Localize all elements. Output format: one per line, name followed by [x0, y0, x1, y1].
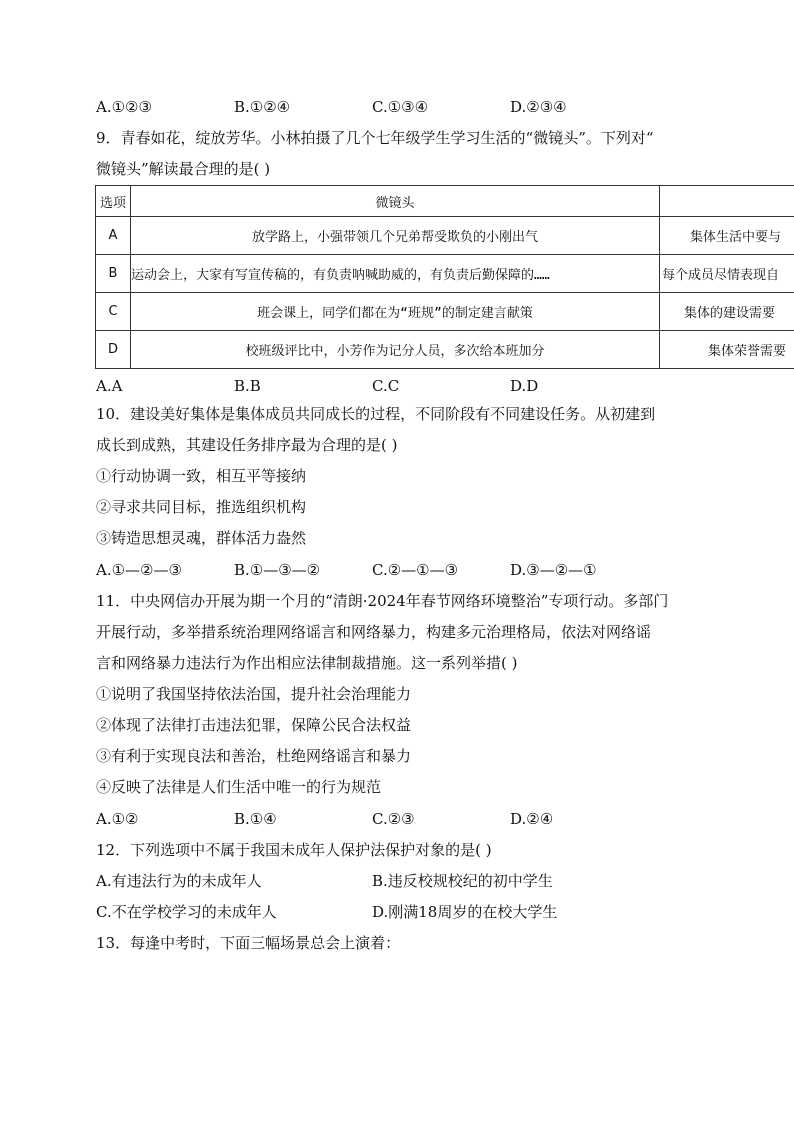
q11-option-b[interactable]: B.①④ — [234, 810, 277, 828]
table-cell-option: D — [96, 331, 131, 369]
q12-options-row2 — [96, 902, 656, 922]
q10-options — [96, 560, 656, 580]
q8-option-a[interactable]: A.①②③ — [96, 98, 152, 116]
q13-stem-line1: 13．每逢中考时，下面三幅场景总会上演着： — [96, 934, 401, 952]
q12-stem-line1: 12．下列选项中不属于我国未成年人保护法保护对象的是( ) — [96, 841, 492, 859]
q12-options-row1 — [96, 871, 656, 891]
q10-stem-line1: 10．建设美好集体是集体成员共同成长的过程，不同阶段有不同建设任务。从初建到 — [96, 405, 656, 423]
q12-option-a[interactable]: A.有违法行为的未成年人 — [96, 872, 262, 890]
table-header-reading — [660, 186, 794, 217]
table-cell-reading: 集体的建设需要 — [660, 293, 794, 331]
q9-stem-line2: 微镜头”解读最合理的是( ) — [96, 160, 271, 178]
q8-option-d[interactable]: D.②③④ — [510, 98, 567, 116]
table-cell-scene: 校班级评比中，小芳作为记分人员，多次给本班加分 — [131, 331, 660, 369]
q9-option-c[interactable]: C.C — [372, 377, 400, 395]
table-row — [96, 293, 794, 331]
table-row — [96, 331, 794, 369]
table-cell-scene: 运动会上，大家有写宣传稿的，有负责呐喊助威的，有负责后勤保障的…… — [131, 255, 660, 293]
table-row — [96, 255, 794, 293]
q10-option-a[interactable]: A.①—②—③ — [96, 561, 182, 579]
q11-option-d[interactable]: D.②④ — [510, 810, 554, 828]
table-cell-reading: 集体生活中要与 — [660, 217, 794, 255]
table-cell-scene: 班会课上，同学们都在为“班规”的制定建言献策 — [131, 293, 660, 331]
table-cell-scene: 放学路上，小强带领几个兄弟帮受欺负的小刚出气 — [131, 217, 660, 255]
q11-item-1: ①说明了我国坚持依法治国，提升社会治理能力 — [96, 685, 412, 703]
q11-stem-line2: 开展行动，多举措系统治理网络谣言和网络暴力，构建多元治理格局，依法对网络谣 — [96, 623, 652, 641]
q12-option-b[interactable]: B.违反校规校纪的初中学生 — [372, 872, 553, 890]
q11-stem-line1: 11．中央网信办开展为期一个月的“清朗·2024年春节网络环境整治”专项行动。多部门 — [96, 592, 669, 610]
q10-item-3: ③铸造思想灵魂，群体活力盎然 — [96, 529, 307, 547]
q11-item-3: ③有利于实现良法和善治，杜绝网络谣言和暴力 — [96, 747, 412, 765]
q10-option-b[interactable]: B.①—③—② — [234, 561, 321, 579]
q8-options — [96, 97, 656, 117]
q9-table — [95, 185, 794, 369]
table-header-scene: 微镜头 — [131, 186, 660, 217]
q9-option-d[interactable]: D.D — [510, 377, 539, 395]
q11-stem-line3: 言和网络暴力违法行为作出相应法律制裁措施。这一系列举措( ) — [96, 654, 518, 672]
q12-option-c[interactable]: C.不在学校学习的未成年人 — [96, 903, 277, 921]
q11-item-4: ④反映了法律是人们生活中唯一的行为规范 — [96, 778, 382, 796]
q11-option-c[interactable]: C.②③ — [372, 810, 415, 828]
q11-item-2: ②体现了法律打击违法犯罪，保障公民合法权益 — [96, 716, 412, 734]
q10-item-1: ①行动协调一致，相互平等接纳 — [96, 467, 307, 485]
table-header-row — [96, 186, 794, 217]
table-cell-option: A — [96, 217, 131, 255]
q12-option-d[interactable]: D.刚满18周岁的在校大学生 — [372, 903, 558, 921]
q9-stem-line1: 9．青春如花，绽放芳华。小林拍摄了几个七年级学生学习生活的“微镜头”。下列对“ — [96, 129, 654, 147]
q11-options — [96, 809, 656, 829]
q8-option-b[interactable]: B.①②④ — [234, 98, 291, 116]
table-cell-reading: 每个成员尽情表现自 — [660, 255, 794, 293]
q11-option-a[interactable]: A.①② — [96, 810, 139, 828]
q10-option-c[interactable]: C.②—①—③ — [372, 561, 459, 579]
q8-option-c[interactable]: C.①③④ — [372, 98, 429, 116]
q10-item-2: ②寻求共同目标，推选组织机构 — [96, 498, 307, 516]
q10-option-d[interactable]: D.③—②—① — [510, 561, 597, 579]
q10-stem-line2: 成长到成熟，其建设任务排序最为合理的是( ) — [96, 436, 398, 454]
table-cell-option: B — [96, 255, 131, 293]
table-cell-option: C — [96, 293, 131, 331]
q9-option-b[interactable]: B.B — [234, 377, 261, 395]
table-cell-reading: 集体荣誉需要 — [660, 331, 794, 369]
table-row — [96, 217, 794, 255]
q9-options — [96, 376, 656, 396]
table-header-option: 选项 — [96, 186, 131, 217]
q9-option-a[interactable]: A.A — [96, 377, 123, 395]
